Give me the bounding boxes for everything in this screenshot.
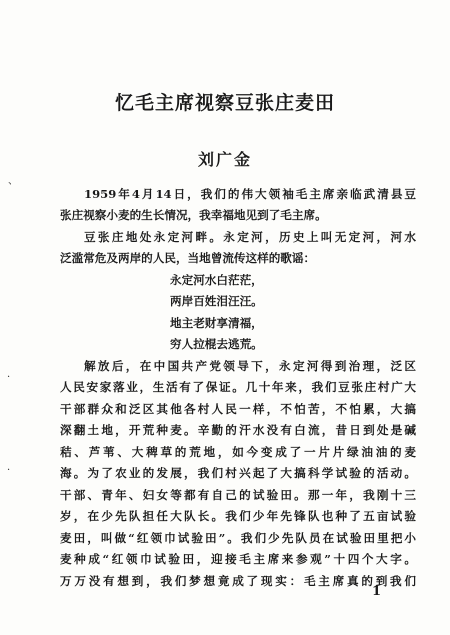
poem-line: 地主老财享清福， xyxy=(170,316,263,330)
poem-line: 永定河水白茫茫， xyxy=(170,273,263,287)
body-line: 干部群众和泛区其他各村人民一样，不怕苦，不怕累，大搞 xyxy=(60,402,416,416)
body-line: 万万没有想到，我们梦想竟成了现实：毛主席真的到我们 xyxy=(60,574,416,588)
body-line: 麦田，叫做“红领巾试验田”。我们少先队员在试验田里把小 xyxy=(60,531,416,545)
author-name: 刘广金 xyxy=(197,150,252,169)
body-line: 1959年4月14日，我们的伟大领袖毛主席亲临武清县豆 xyxy=(84,187,416,201)
poem-line: 穷人拉棍去逃荒。 xyxy=(170,337,263,351)
body-line: 岁，在少先队担任大队长。我们少年先锋队也种了五亩试验 xyxy=(60,509,416,523)
margin-mark: · xyxy=(7,372,11,383)
page-title: 忆毛主席视察豆张庄麦田 xyxy=(114,92,335,114)
body-line: 秸、芦苇、大稗草的荒地，如今变成了一片片绿油油的麦 xyxy=(60,445,416,459)
body-line: 豆张庄地处永定河畔。永定河，历史上叫无定河，河水 xyxy=(84,230,416,244)
body-line: 解放后，在中国共产党领导下，永定河得到治理，泛区 xyxy=(84,359,416,373)
page-number: 1 xyxy=(372,584,382,599)
body-line: 深翻土地，开荒种麦。辛勤的汗水没有白流，昔日到处是碱 xyxy=(60,423,416,437)
body-line: 麦种成“红领巾试验田，迎接毛主席来参观”十四个大字。 xyxy=(60,552,416,566)
body-line: 海。为了农业的发展，我们村兴起了大搞科学试验的活动。 xyxy=(60,466,416,480)
body-line: 干部、青年、妇女等都有自己的试验田。那一年，我刚十三 xyxy=(60,488,416,502)
margin-mark: · xyxy=(7,465,11,476)
body-line: 张庄视察小麦的生长情况，我幸福地见到了毛主席。 xyxy=(60,208,327,222)
poem-line: 两岸百姓泪汪汪。 xyxy=(170,294,263,308)
body-line: 泛滥常危及两岸的人民，当地曾流传这样的歌谣： xyxy=(60,251,316,265)
body-line: 人民安家落业，生活有了保证。几十年来，我们豆张庄村广大 xyxy=(60,380,416,394)
margin-mark: 、 xyxy=(8,176,18,187)
